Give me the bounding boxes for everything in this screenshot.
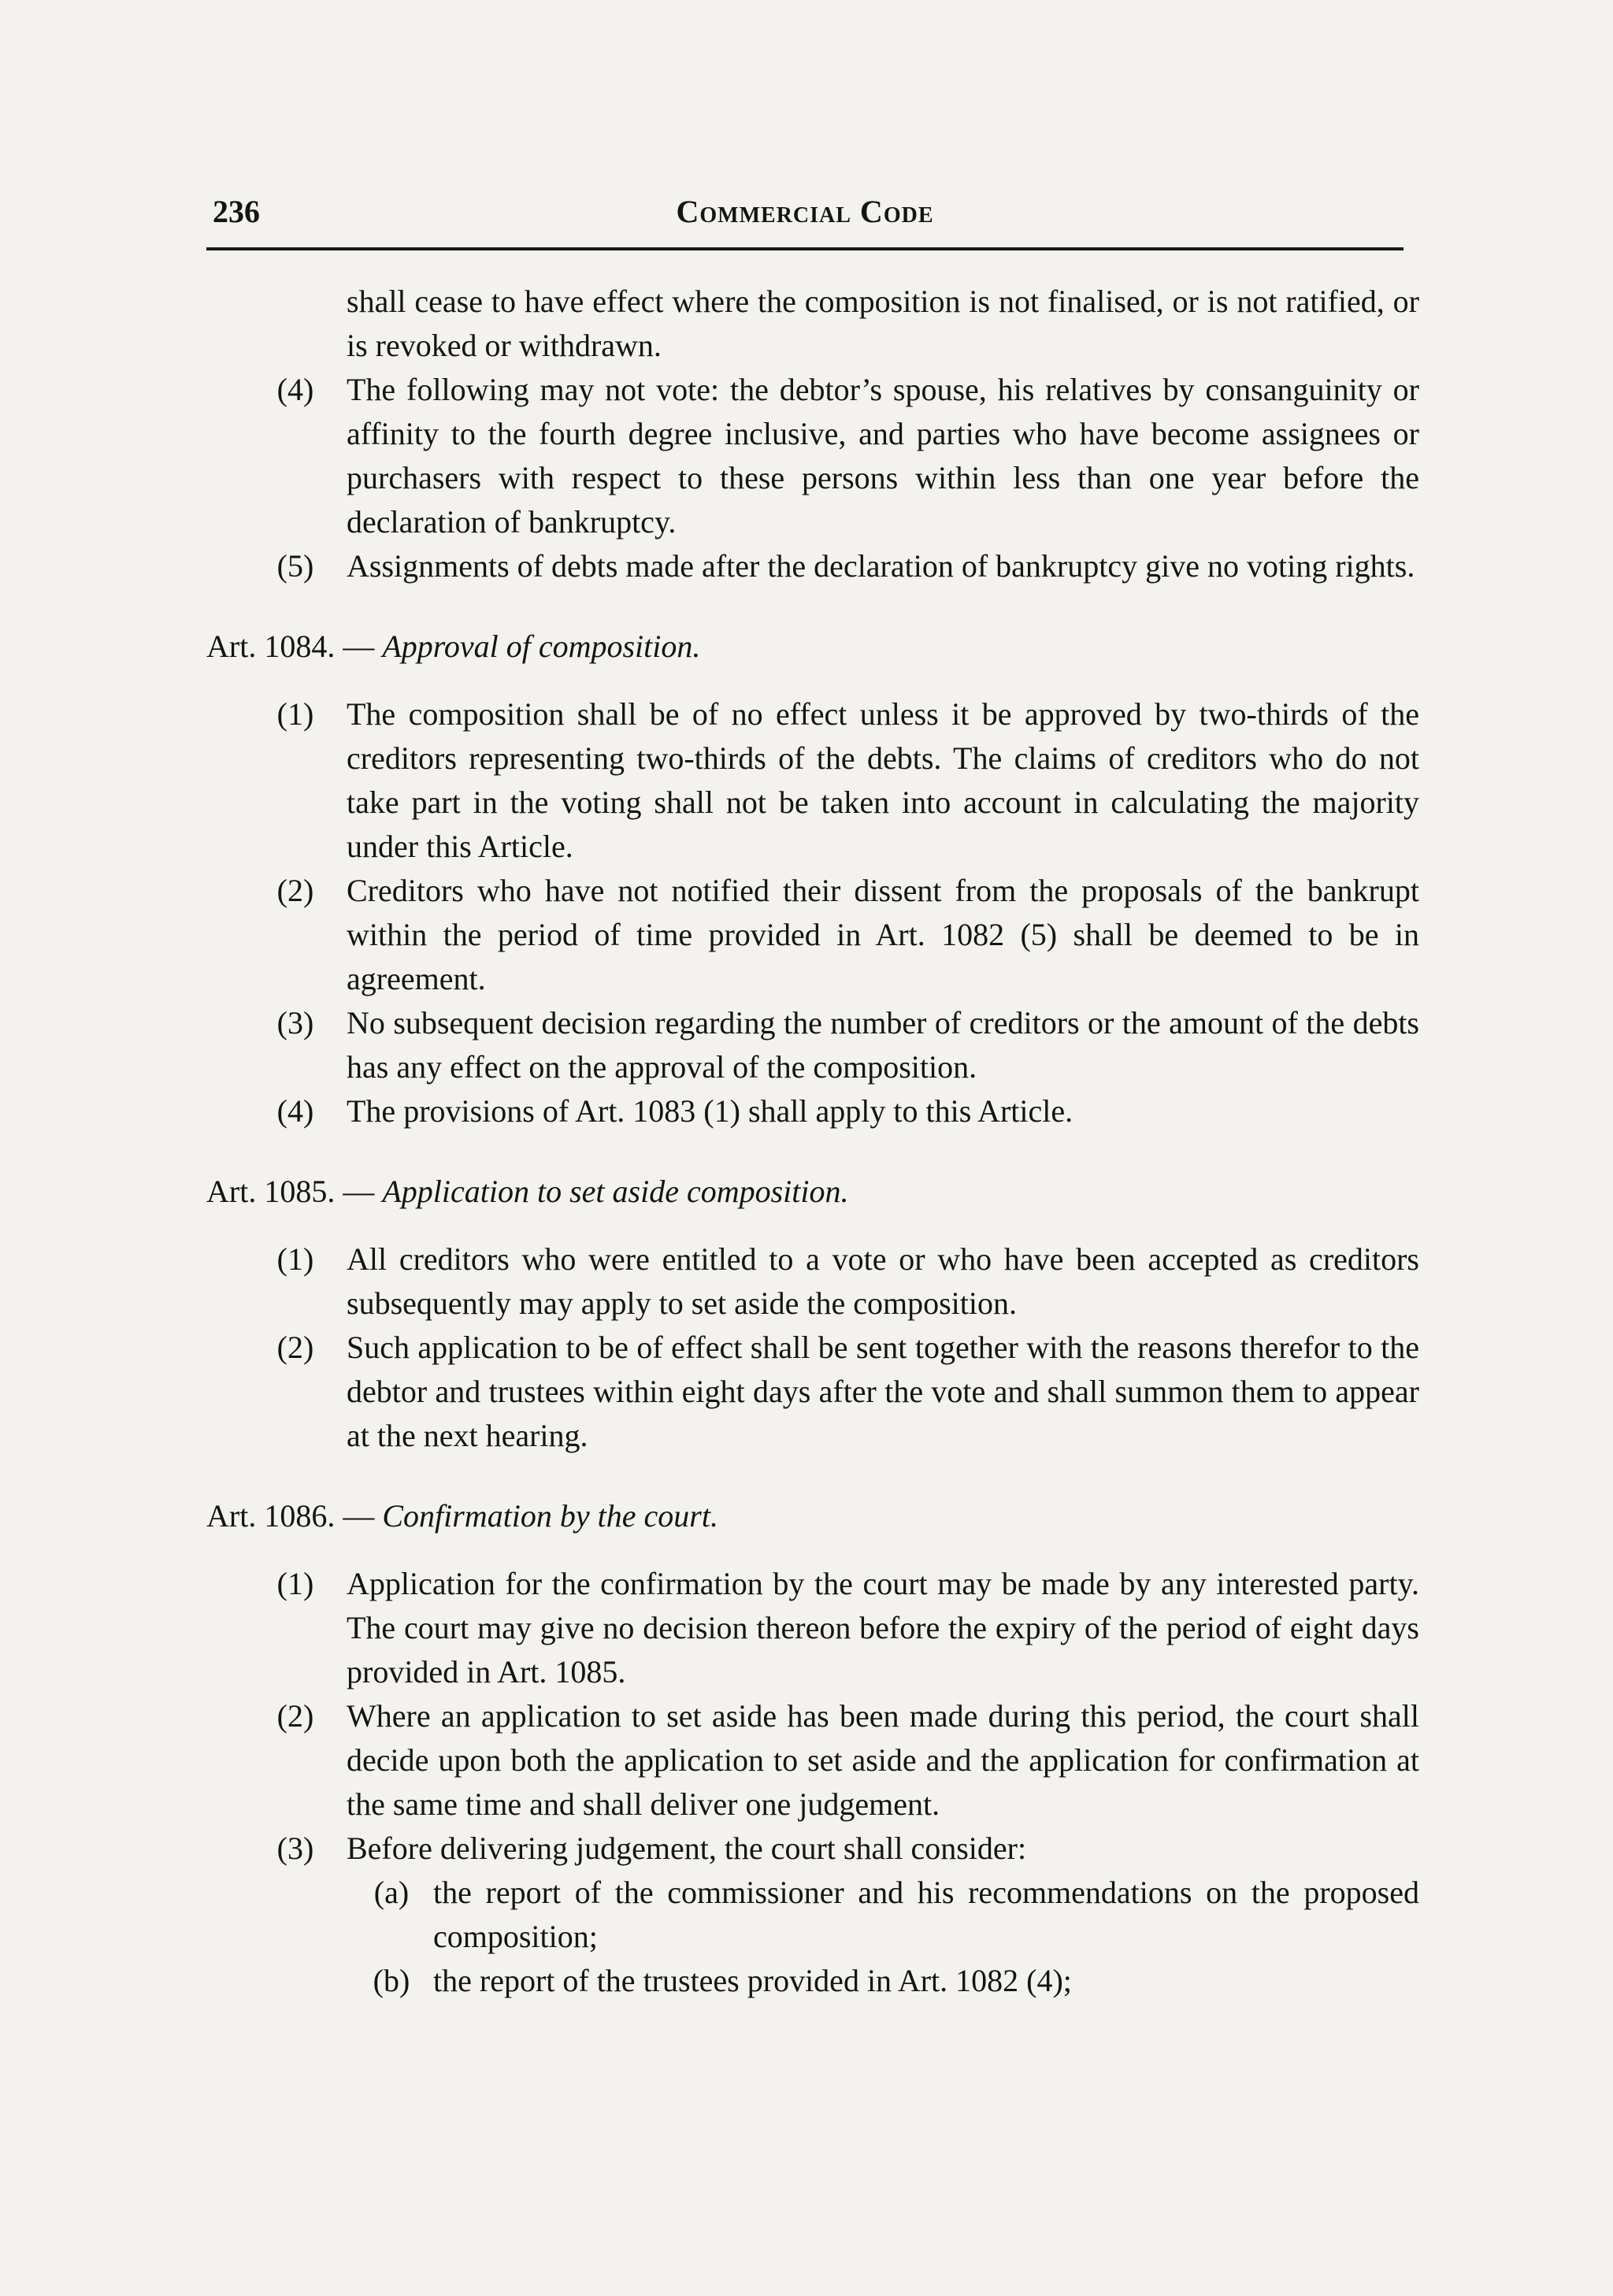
clause-number: (1): [276, 1241, 314, 1277]
clause-text: No subsequent decision regarding the number of creditors or the amount of the debts has any effect on the approval of the composition.: [347, 1005, 1419, 1085]
clause-number: (1): [276, 1566, 314, 1601]
article-heading: [206, 1494, 1419, 1538]
clause-number: (2): [276, 1698, 314, 1734]
clause-item: [206, 544, 1419, 588]
subclause-letter: (b): [373, 1963, 410, 1998]
clause-item: [206, 1562, 1419, 1694]
clause-text: Assignments of debts made after the declaration of bankruptcy give no voting rights.: [347, 548, 1415, 584]
running-head: Commercial Code: [676, 194, 934, 229]
clause-number: (4): [276, 1093, 314, 1129]
clause-item: [206, 368, 1419, 544]
article-title: Confirmation by the court.: [382, 1498, 718, 1534]
article-number: Art. 1084. —: [206, 629, 375, 664]
clause-item: [206, 1001, 1419, 1089]
clause-number: (5): [276, 548, 314, 584]
clause-text: Creditors who have not notified their dissent from the proposals of the bankrupt within the period of time provided in Art. 1082 (5) shall be deemed to be in agreement.: [347, 873, 1419, 996]
article-heading: [206, 625, 1419, 669]
clause-text: Before delivering judgement, the court shall consider:: [347, 1830, 1027, 1866]
page-header: [206, 193, 1403, 240]
clause-text: Where an application to set aside has been made during this period, the court shall decide upon both the application to set aside and the application for confirmation at the same time and shall deliver one judgement.: [347, 1698, 1419, 1822]
clause-text: Such application to be of effect shall be sent together with the reasons therefor to the debtor and trustees within eight days after the vote and shall summon them to appear at the next hearing.: [347, 1330, 1419, 1453]
clause-item: [206, 1089, 1419, 1133]
article-title: Application to set aside composition.: [382, 1174, 849, 1209]
clause-number: (2): [276, 873, 314, 908]
article-number: Art. 1085. —: [206, 1174, 375, 1209]
header-rule: [206, 247, 1403, 250]
clause-number: (3): [276, 1005, 314, 1040]
subclause-item: [206, 1959, 1419, 2003]
clause-item: [206, 1326, 1419, 1458]
continued-paragraph: shall cease to have effect where the composition is not finalised, or is not ratified, or is revoked or withdrawn.: [347, 284, 1419, 363]
clause-item: [206, 1237, 1419, 1326]
clause-text: The composition shall be of no effect unless it be approved by two-thirds of the creditors representing two-thirds of the debts. The claims of creditors who do not take part in the voting shall not be taken into account in calculating the majority under this Article.: [347, 696, 1419, 864]
subclause-text: the report of the commissioner and his recommendations on the proposed composition;: [433, 1875, 1419, 1954]
clause-item: [206, 1827, 1419, 1871]
page-number: 236: [213, 194, 260, 229]
article-number: Art. 1086. —: [206, 1498, 375, 1534]
article-title: Approval of composition.: [382, 629, 701, 664]
clause-item: [206, 692, 1419, 869]
clause-number: (4): [276, 372, 314, 407]
subclause-item: [206, 1871, 1419, 1959]
clause-text: Application for the confirmation by the court may be made by any interested party. The court may give no decision thereon before the expiry of the period of eight days provided in Art. 1085.: [347, 1566, 1419, 1690]
article-heading: [206, 1170, 1419, 1214]
clause-text: All creditors who were entitled to a vote or who have been accepted as creditors subsequently may apply to set aside the composition.: [347, 1241, 1419, 1321]
clause-item: [206, 1694, 1419, 1827]
clause-number: (2): [276, 1330, 314, 1365]
clause-number: (3): [276, 1830, 314, 1866]
clause-number: (1): [276, 696, 314, 732]
subclause-text: the report of the trustees provided in Art. 1082 (4);: [433, 1963, 1072, 1998]
clause-text: The provisions of Art. 1083 (1) shall apply to this Article.: [347, 1093, 1073, 1129]
clause-item: [206, 869, 1419, 1001]
subclause-letter: (a): [373, 1875, 410, 1910]
clause-text: The following may not vote: the debtor’s spouse, his relatives by consanguinity or affinity to the fourth degree inclusive, and parties who have become assignees or purchasers with respect to these persons within less than one year before the declaration of bankruptcy.: [347, 372, 1419, 540]
page-content: [206, 280, 1419, 2003]
